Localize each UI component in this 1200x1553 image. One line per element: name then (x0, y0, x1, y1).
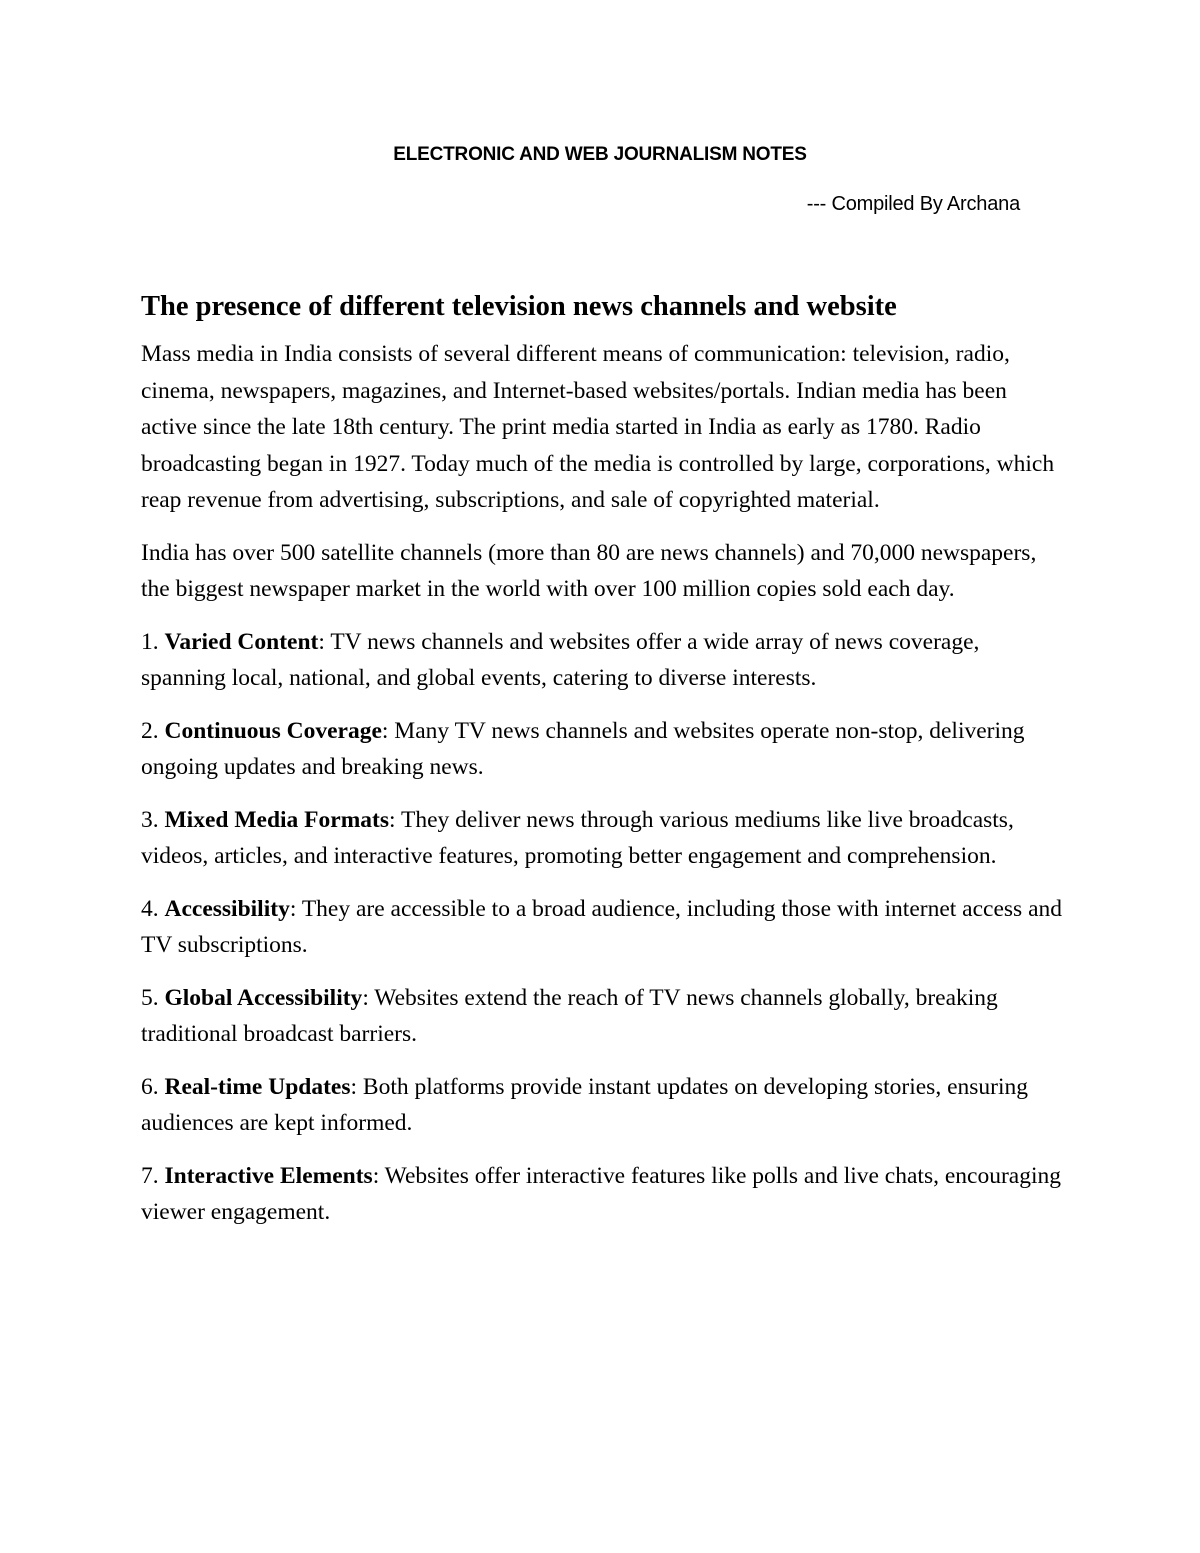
point-term: Real-time Updates (164, 1073, 351, 1100)
section-heading: The presence of different television news channels and website (141, 291, 897, 322)
point-mixed-media-formats (141, 802, 1066, 875)
point-global-accessibility (141, 980, 1066, 1053)
section-content (141, 288, 1066, 1247)
paragraph-mass-media: Mass media in India consists of several different means of communication: television, radio, cinema, newspapers, magazines, and Internet-based websites/portals. Indian media has been active since the late 18th century. The print media started in India as early as 1780. Radio broadcasting began in 1927. Today much of the media is controlled by large, corporations, which reap revenue from advertising, subscriptions, and sale of copyrighted material. (141, 341, 1055, 513)
point-text: They deliver news through various mediums like live broadcasts, videos, articles, and interactive features, promoting better engagement and comprehension. (141, 806, 1014, 869)
point-term: Varied Content (164, 628, 319, 655)
point-number: 1. (141, 628, 165, 655)
point-interactive-elements (141, 1158, 1066, 1231)
point-separator: : (289, 895, 302, 922)
point-term: Mixed Media Formats (164, 806, 390, 833)
point-text: Websites offer interactive features like polls and live chats, encouraging viewer engagement. (141, 1162, 1061, 1225)
point-text: Many TV news channels and websites operate non-stop, delivering ongoing updates and breaking news. (141, 717, 1025, 780)
point-number: 5. (141, 984, 165, 1011)
point-separator: : (350, 1073, 363, 1100)
point-text: They are accessible to a broad audience, including those with internet access and TV subscriptions. (141, 895, 1062, 958)
compiled-by-line: --- Compiled By Archana (806, 193, 1020, 215)
point-varied-content (141, 624, 1066, 697)
point-text: Websites extend the reach of TV news channels globally, breaking traditional broadcast barriers. (141, 984, 998, 1047)
document-title: ELECTRONIC AND WEB JOURNALISM NOTES (393, 144, 807, 165)
point-number: 2. (141, 717, 165, 744)
point-term: Accessibility (164, 895, 290, 922)
point-separator: : (389, 806, 401, 833)
paragraph-satellite-channels: India has over 500 satellite channels (more than 80 are news channels) and 70,000 newspapers, the biggest newspaper market in the world with over 100 million copies sold each day. (141, 539, 1037, 602)
point-separator: : (318, 628, 331, 655)
point-term: Continuous Coverage (164, 717, 382, 744)
point-number: 7. (141, 1162, 165, 1189)
point-number: 3. (141, 806, 165, 833)
point-term: Interactive Elements (164, 1162, 373, 1189)
point-continuous-coverage (141, 713, 1066, 786)
point-term: Global Accessibility (164, 984, 363, 1011)
point-text: TV news channels and websites offer a wide array of news coverage, spanning local, national, and global events, catering to diverse interests. (141, 628, 980, 691)
point-separator: : (362, 984, 375, 1011)
point-number: 4. (141, 895, 165, 922)
point-text: Both platforms provide instant updates on developing stories, ensuring audiences are kept informed. (141, 1073, 1029, 1136)
point-accessibility (141, 891, 1066, 964)
point-separator: : (381, 717, 395, 744)
point-number: 6. (141, 1073, 165, 1100)
point-real-time-updates (141, 1069, 1066, 1142)
point-separator: : (372, 1162, 385, 1189)
